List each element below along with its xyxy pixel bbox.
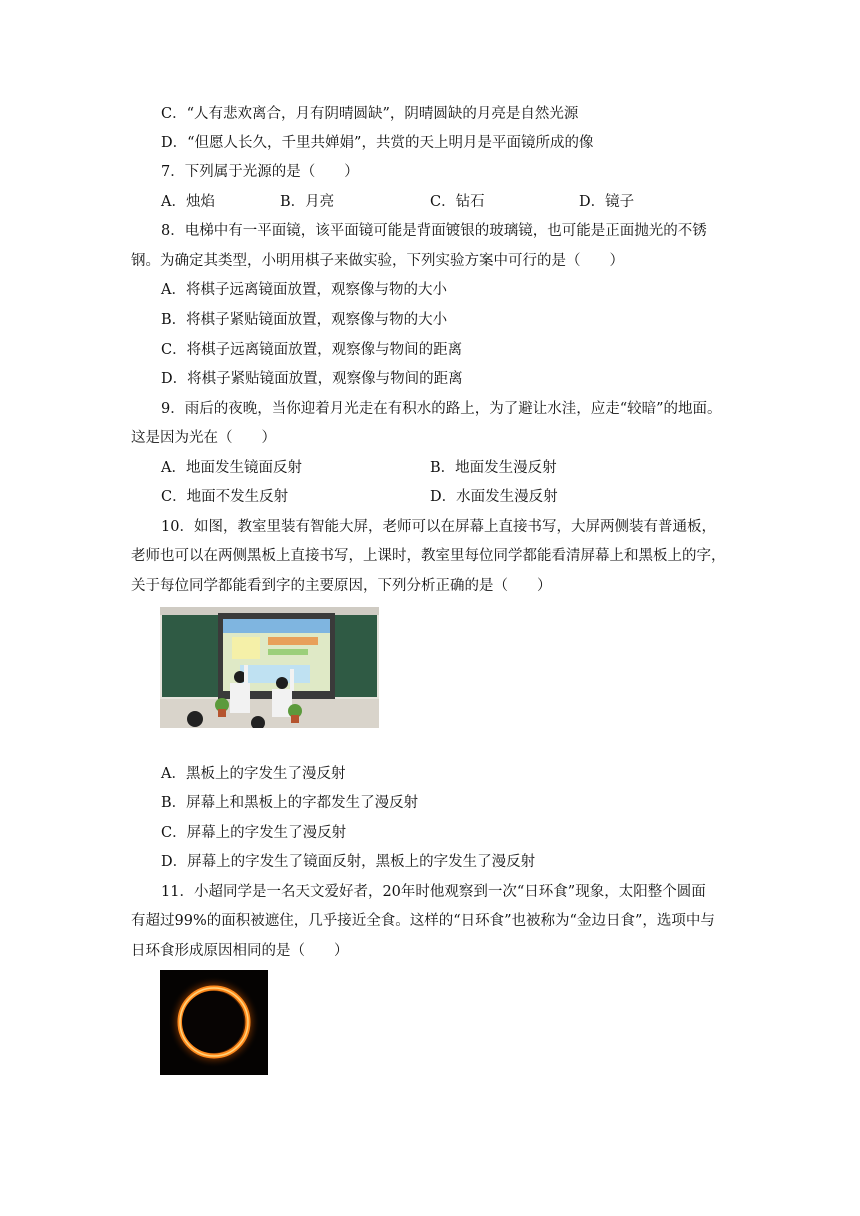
q10-option-b: B．屏幕上和黑板上的字都发生了漫反射: [161, 795, 419, 811]
q10-option-d: D．屏幕上的字发生了镜面反射，黑板上的字发生了漫反射: [161, 854, 536, 870]
q8-option-d: D．将棋子紧贴镜面放置，观察像与物间的距离: [161, 371, 463, 387]
q11-stem-line1: 11．小超同学是一名天文爱好者，20年时他观察到一次“日环食”现象，太阳整个圆面: [161, 884, 706, 900]
q7-option-b: B．月亮: [280, 194, 335, 210]
q11-stem-line2: 有超过99%的面积被遮住，几乎接近全食。这样的“日环食”也被称为“金边日食”，选项中与: [131, 913, 715, 929]
q10-stem-line1: 10．如图，教室里装有智能大屏，老师可以在屏幕上直接书写，大屏两侧装有普通板，: [161, 519, 716, 535]
q8-stem-line2: 钢。为确定其类型，小明用棋子来做实验，下列实验方案中可行的是（ ）: [131, 253, 624, 269]
classroom-smart-screen-photo: [160, 607, 379, 728]
q8-stem-line1: 8．电梯中有一平面镜，该平面镜可能是背面镀银的玻璃镜，也可能是正面抛光的不锈: [161, 223, 707, 239]
q9-stem-line1: 9．雨后的夜晚，当你迎着月光走在有积水的路上，为了避让水洼，应走“较暗”的地面。: [161, 401, 722, 417]
q8-option-b: B．将棋子紧贴镜面放置，观察像与物的大小: [161, 312, 448, 328]
q7-option-d: D．镜子: [579, 194, 635, 210]
q10-option-a: A．黑板上的字发生了漫反射: [161, 766, 346, 782]
annular-eclipse-photo: [160, 970, 268, 1075]
q7-option-c: C．钻石: [430, 194, 485, 210]
q9-option-c: C．地面不发生反射: [161, 489, 289, 505]
q10-stem-line3: 关于每位同学都能看到字的主要原因，下列分析正确的是（ ）: [131, 578, 552, 594]
q7-option-a: A．烛焰: [161, 194, 215, 210]
q9-stem-line2: 这是因为光在（ ）: [131, 430, 276, 446]
q10-option-c: C．屏幕上的字发生了漫反射: [161, 825, 347, 841]
q9-option-a: A．地面发生镜面反射: [161, 460, 302, 476]
q9-option-d: D．水面发生漫反射: [430, 489, 558, 505]
q10-stem-line2: 老师也可以在两侧黑板上直接书写，上课时，教室里每位同学都能看清屏幕上和黑板上的字，: [131, 548, 726, 564]
prev-option-c: C．“人有悲欢离合，月有阴晴圆缺”，阴晴圆缺的月亮是自然光源: [161, 106, 579, 122]
q8-option-a: A．将棋子远离镜面放置，观察像与物的大小: [161, 282, 447, 298]
q9-option-b: B．地面发生漫反射: [430, 460, 557, 476]
q8-option-c: C．将棋子远离镜面放置，观察像与物间的距离: [161, 342, 463, 358]
q7-stem: 7．下列属于光源的是（ ）: [161, 164, 359, 180]
prev-option-d: D．“但愿人长久，千里共婵娟”，共赏的天上明月是平面镜所成的像: [161, 135, 594, 151]
q11-stem-line3: 日环食形成原因相同的是（ ）: [131, 943, 349, 959]
